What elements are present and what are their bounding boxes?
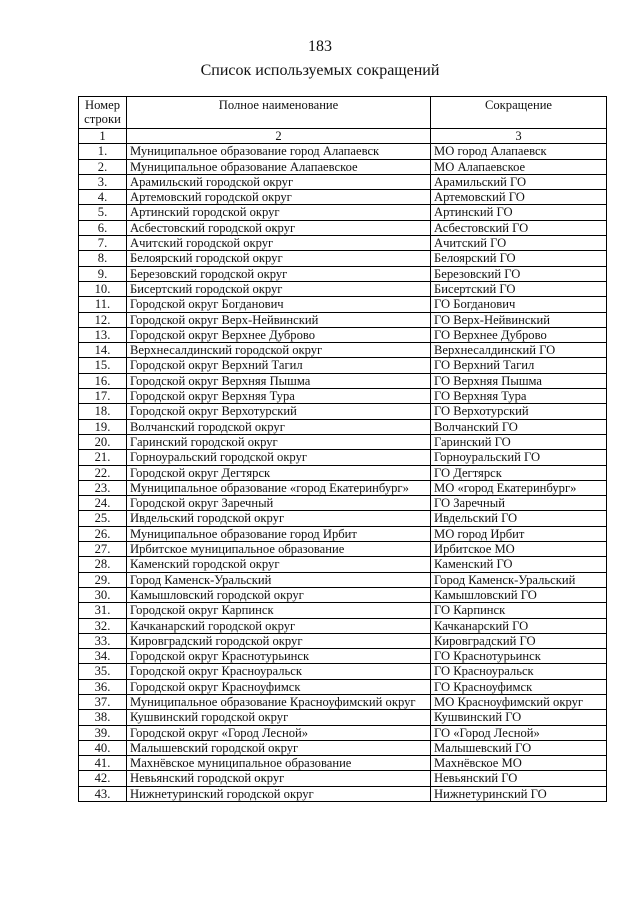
abbreviation-cell: Город Каменск-Уральский bbox=[431, 572, 607, 587]
full-name-cell: Городской округ Красноуфимск bbox=[127, 679, 431, 694]
table-row bbox=[79, 266, 607, 281]
full-name-cell: Городской округ Богданович bbox=[127, 297, 431, 312]
row-number-cell: 14. bbox=[79, 343, 127, 358]
document-title: Список используемых сокращений bbox=[200, 62, 440, 79]
abbreviation-cell: Камышловский ГО bbox=[431, 587, 607, 602]
full-name-cell: Горноуральский городской округ bbox=[127, 450, 431, 465]
table-row bbox=[79, 740, 607, 755]
abbreviation-cell: Ачитский ГО bbox=[431, 236, 607, 251]
full-name-cell: Городской округ Верхняя Тура bbox=[127, 389, 431, 404]
row-number-cell: 12. bbox=[79, 312, 127, 327]
full-name-cell: Городской округ Верхнее Дуброво bbox=[127, 327, 431, 342]
row-number-cell: 28. bbox=[79, 557, 127, 572]
full-name-cell: Городской округ Верх-Нейвинский bbox=[127, 312, 431, 327]
table-row bbox=[79, 618, 607, 633]
abbreviation-cell: ГО Красноуфимск bbox=[431, 679, 607, 694]
full-name-cell: Городской округ Верхняя Пышма bbox=[127, 373, 431, 388]
full-name-cell: Ивдельский городской округ bbox=[127, 511, 431, 526]
abbreviation-cell: ГО Дегтярск bbox=[431, 465, 607, 480]
abbreviation-cell: ГО Заречный bbox=[431, 496, 607, 511]
full-name-cell: Березовский городской округ bbox=[127, 266, 431, 281]
full-name-cell: Ачитский городской округ bbox=[127, 236, 431, 251]
full-name-cell: Камышловский городской округ bbox=[127, 587, 431, 602]
abbreviation-cell: ГО Верхняя Пышма bbox=[431, 373, 607, 388]
table-row bbox=[79, 297, 607, 312]
row-number-cell: 16. bbox=[79, 373, 127, 388]
table-row bbox=[79, 633, 607, 648]
abbreviation-cell: ГО Красноуральск bbox=[431, 664, 607, 679]
row-number-cell: 34. bbox=[79, 649, 127, 664]
full-name-cell: Муниципальное образование город Ирбит bbox=[127, 526, 431, 541]
row-number-cell: 26. bbox=[79, 526, 127, 541]
abbreviation-cell: ГО Верхний Тагил bbox=[431, 358, 607, 373]
abbreviation-cell: Горноуральский ГО bbox=[431, 450, 607, 465]
abbreviation-cell: ГО Карпинск bbox=[431, 603, 607, 618]
column-numbers-row bbox=[79, 129, 607, 144]
row-number-cell: 3. bbox=[79, 174, 127, 189]
full-name-cell: Городской округ Верхотурский bbox=[127, 404, 431, 419]
row-number-cell: 8. bbox=[79, 251, 127, 266]
table-row bbox=[79, 419, 607, 434]
column-number: 3 bbox=[431, 129, 607, 144]
row-number-cell: 7. bbox=[79, 236, 127, 251]
row-number-cell: 39. bbox=[79, 725, 127, 740]
full-name-cell: Каменский городской округ bbox=[127, 557, 431, 572]
table-row bbox=[79, 572, 607, 587]
table-row bbox=[79, 389, 607, 404]
table-row bbox=[79, 649, 607, 664]
full-name-cell: Город Каменск-Уральский bbox=[127, 572, 431, 587]
full-name-cell: Качканарский городской округ bbox=[127, 618, 431, 633]
full-name-cell: Муниципальное образование город Алапаевск bbox=[127, 144, 431, 159]
row-number-cell: 25. bbox=[79, 511, 127, 526]
row-number-cell: 10. bbox=[79, 281, 127, 296]
abbreviation-cell: МО Красноуфимский округ bbox=[431, 694, 607, 709]
row-number-cell: 32. bbox=[79, 618, 127, 633]
table-row bbox=[79, 480, 607, 495]
abbreviation-cell: Нижнетуринский ГО bbox=[431, 786, 607, 801]
table-row bbox=[79, 603, 607, 618]
table-row bbox=[79, 220, 607, 235]
full-name-cell: Нижнетуринский городской округ bbox=[127, 786, 431, 801]
table-row bbox=[79, 205, 607, 220]
table-row bbox=[79, 251, 607, 266]
page-number: 183 bbox=[308, 38, 332, 55]
column-number: 1 bbox=[79, 129, 127, 144]
abbreviation-cell: МО город Ирбит bbox=[431, 526, 607, 541]
table-row bbox=[79, 710, 607, 725]
row-number-cell: 29. bbox=[79, 572, 127, 587]
table-row bbox=[79, 496, 607, 511]
full-name-cell: Ирбитское муниципальное образование bbox=[127, 542, 431, 557]
row-number-cell: 35. bbox=[79, 664, 127, 679]
abbreviation-cell: Кушвинский ГО bbox=[431, 710, 607, 725]
table-row bbox=[79, 281, 607, 296]
row-number-cell: 1. bbox=[79, 144, 127, 159]
row-number-cell: 40. bbox=[79, 740, 127, 755]
full-name-cell: Невьянский городской округ bbox=[127, 771, 431, 786]
row-number-cell: 13. bbox=[79, 327, 127, 342]
abbreviation-cell: Качканарский ГО bbox=[431, 618, 607, 633]
abbreviation-cell: МО город Алапаевск bbox=[431, 144, 607, 159]
table-row bbox=[79, 312, 607, 327]
abbreviation-cell: Асбестовский ГО bbox=[431, 220, 607, 235]
abbreviation-cell: Ивдельский ГО bbox=[431, 511, 607, 526]
table-row bbox=[79, 190, 607, 205]
table-row bbox=[79, 664, 607, 679]
table-row bbox=[79, 725, 607, 740]
table-row bbox=[79, 159, 607, 174]
table-row bbox=[79, 236, 607, 251]
abbreviation-cell: Арамильский ГО bbox=[431, 174, 607, 189]
abbreviation-cell: ГО «Город Лесной» bbox=[431, 725, 607, 740]
abbreviation-cell: Кировградский ГО bbox=[431, 633, 607, 648]
table-row bbox=[79, 144, 607, 159]
full-name-cell: Белоярский городской округ bbox=[127, 251, 431, 266]
table-row bbox=[79, 771, 607, 786]
table-row bbox=[79, 343, 607, 358]
table-row bbox=[79, 434, 607, 449]
abbreviation-cell: ГО Верхнее Дуброво bbox=[431, 327, 607, 342]
full-name-cell: Муниципальное образование «город Екатеринбург» bbox=[127, 480, 431, 495]
full-name-cell: Волчанский городской округ bbox=[127, 419, 431, 434]
table-row bbox=[79, 465, 607, 480]
abbreviation-cell: МО Алапаевское bbox=[431, 159, 607, 174]
row-number-cell: 15. bbox=[79, 358, 127, 373]
table-row bbox=[79, 542, 607, 557]
abbreviation-cell: МО «город Екатеринбург» bbox=[431, 480, 607, 495]
full-name-cell: Кушвинский городской округ bbox=[127, 710, 431, 725]
abbreviations-table bbox=[78, 96, 607, 802]
full-name-cell: Верхнесалдинский городской округ bbox=[127, 343, 431, 358]
table-row bbox=[79, 327, 607, 342]
full-name-cell: Городской округ Верхний Тагил bbox=[127, 358, 431, 373]
row-number-cell: 11. bbox=[79, 297, 127, 312]
abbreviation-cell: Гаринский ГО bbox=[431, 434, 607, 449]
full-name-cell: Арамильский городской округ bbox=[127, 174, 431, 189]
table-row bbox=[79, 756, 607, 771]
row-number-cell: 33. bbox=[79, 633, 127, 648]
abbreviation-cell: Невьянский ГО bbox=[431, 771, 607, 786]
full-name-cell: Кировградский городской округ bbox=[127, 633, 431, 648]
row-number-cell: 30. bbox=[79, 587, 127, 602]
abbreviation-cell: ГО Верхотурский bbox=[431, 404, 607, 419]
abbreviation-cell: Белоярский ГО bbox=[431, 251, 607, 266]
table-row bbox=[79, 786, 607, 801]
row-number-cell: 36. bbox=[79, 679, 127, 694]
abbreviation-cell: Артемовский ГО bbox=[431, 190, 607, 205]
row-number-cell: 38. bbox=[79, 710, 127, 725]
full-name-cell: Городской округ Дегтярск bbox=[127, 465, 431, 480]
table-row bbox=[79, 587, 607, 602]
table-row bbox=[79, 404, 607, 419]
row-number-cell: 6. bbox=[79, 220, 127, 235]
row-number-cell: 18. bbox=[79, 404, 127, 419]
abbreviation-cell: Артинский ГО bbox=[431, 205, 607, 220]
header-full-name: Полное наименование bbox=[127, 97, 431, 129]
full-name-cell: Городской округ «Город Лесной» bbox=[127, 725, 431, 740]
table-row bbox=[79, 526, 607, 541]
row-number-cell: 24. bbox=[79, 496, 127, 511]
abbreviation-cell: ГО Богданович bbox=[431, 297, 607, 312]
row-number-cell: 27. bbox=[79, 542, 127, 557]
row-number-cell: 20. bbox=[79, 434, 127, 449]
row-number-cell: 37. bbox=[79, 694, 127, 709]
table-row bbox=[79, 450, 607, 465]
full-name-cell: Городской округ Красноуральск bbox=[127, 664, 431, 679]
column-number: 2 bbox=[127, 129, 431, 144]
full-name-cell: Городской округ Карпинск bbox=[127, 603, 431, 618]
full-name-cell: Гаринский городской округ bbox=[127, 434, 431, 449]
table-row bbox=[79, 174, 607, 189]
full-name-cell: Городской округ Заречный bbox=[127, 496, 431, 511]
full-name-cell: Бисертский городской округ bbox=[127, 281, 431, 296]
row-number-cell: 22. bbox=[79, 465, 127, 480]
abbreviation-cell: Ирбитское МО bbox=[431, 542, 607, 557]
row-number-cell: 43. bbox=[79, 786, 127, 801]
full-name-cell: Махнёвское муниципальное образование bbox=[127, 756, 431, 771]
table-row bbox=[79, 373, 607, 388]
header-abbreviation: Сокращение bbox=[431, 97, 607, 129]
row-number-cell: 9. bbox=[79, 266, 127, 281]
full-name-cell: Муниципальное образование Алапаевское bbox=[127, 159, 431, 174]
row-number-cell: 31. bbox=[79, 603, 127, 618]
full-name-cell: Муниципальное образование Красноуфимский округ bbox=[127, 694, 431, 709]
row-number-cell: 23. bbox=[79, 480, 127, 495]
full-name-cell: Малышевский городской округ bbox=[127, 740, 431, 755]
abbreviation-cell: ГО Верх-Нейвинский bbox=[431, 312, 607, 327]
abbreviation-cell: Каменский ГО bbox=[431, 557, 607, 572]
full-name-cell: Артемовский городской округ bbox=[127, 190, 431, 205]
row-number-cell: 19. bbox=[79, 419, 127, 434]
row-number-cell: 5. bbox=[79, 205, 127, 220]
row-number-cell: 4. bbox=[79, 190, 127, 205]
table-row bbox=[79, 557, 607, 572]
table-row bbox=[79, 511, 607, 526]
row-number-cell: 2. bbox=[79, 159, 127, 174]
abbreviation-cell: Малышевский ГО bbox=[431, 740, 607, 755]
row-number-cell: 41. bbox=[79, 756, 127, 771]
full-name-cell: Артинский городской округ bbox=[127, 205, 431, 220]
table-row bbox=[79, 358, 607, 373]
table-header-row bbox=[79, 97, 607, 129]
row-number-cell: 17. bbox=[79, 389, 127, 404]
full-name-cell: Городской округ Краснотурьинск bbox=[127, 649, 431, 664]
table-row bbox=[79, 694, 607, 709]
table-row bbox=[79, 679, 607, 694]
abbreviation-cell: Волчанский ГО bbox=[431, 419, 607, 434]
abbreviation-cell: Бисертский ГО bbox=[431, 281, 607, 296]
abbreviation-cell: Березовский ГО bbox=[431, 266, 607, 281]
row-number-cell: 21. bbox=[79, 450, 127, 465]
full-name-cell: Асбестовский городской округ bbox=[127, 220, 431, 235]
abbreviation-cell: Махнёвское МО bbox=[431, 756, 607, 771]
abbreviation-cell: Верхнесалдинский ГО bbox=[431, 343, 607, 358]
row-number-cell: 42. bbox=[79, 771, 127, 786]
abbreviation-cell: ГО Краснотурьинск bbox=[431, 649, 607, 664]
abbreviation-cell: ГО Верхняя Тура bbox=[431, 389, 607, 404]
header-row-number: Номер строки bbox=[79, 97, 127, 129]
